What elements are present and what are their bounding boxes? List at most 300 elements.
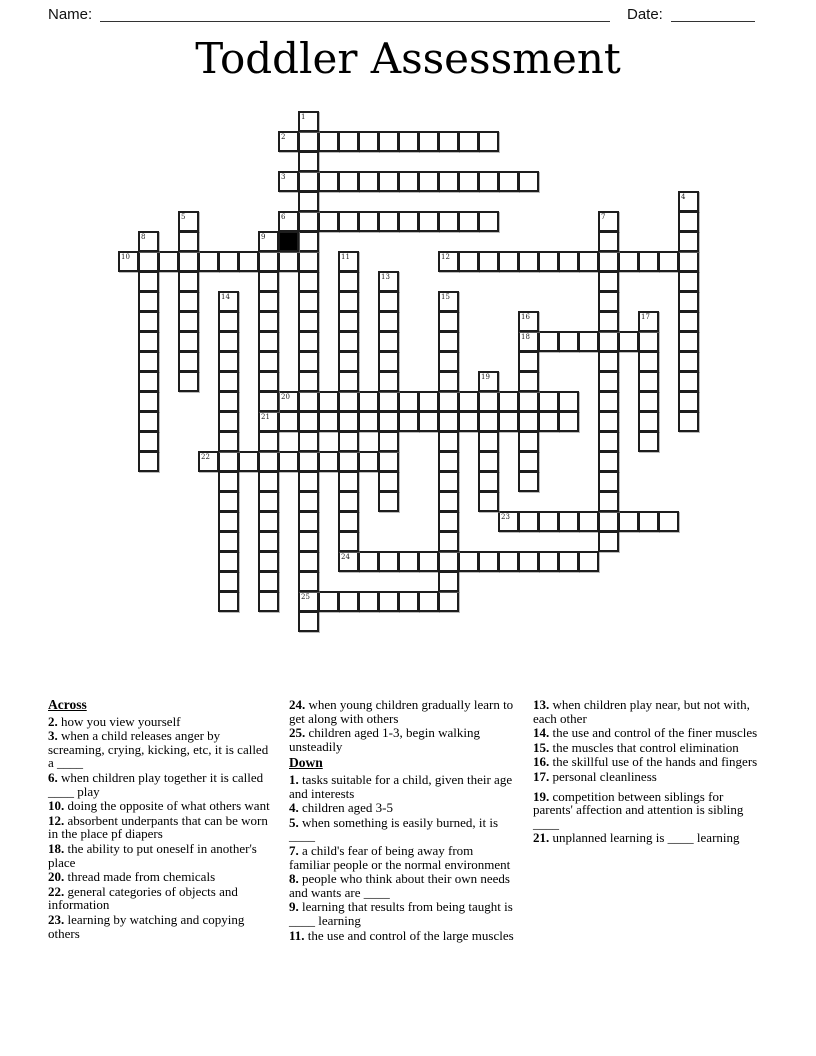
grid-cell xyxy=(338,391,359,412)
grid-cell xyxy=(138,371,159,392)
grid-cell xyxy=(338,371,359,392)
clue-number: 21. xyxy=(533,830,553,846)
grid-cell xyxy=(318,171,339,192)
cell-number: 12 xyxy=(441,253,450,261)
clue-text: children aged 3-5 xyxy=(302,800,393,816)
clue-column-3 xyxy=(533,698,761,846)
clue-24 xyxy=(289,698,517,725)
grid-cell xyxy=(258,431,279,452)
grid-cell xyxy=(258,371,279,392)
grid-cell xyxy=(438,491,459,512)
grid-cell xyxy=(418,591,439,612)
grid-cell xyxy=(378,331,399,352)
grid-cell xyxy=(438,511,459,532)
grid-cell xyxy=(258,291,279,312)
grid-cell xyxy=(438,431,459,452)
grid-cell xyxy=(378,291,399,312)
grid-cell xyxy=(378,211,399,232)
grid-cell xyxy=(258,491,279,512)
clue-number: 16. xyxy=(533,754,553,770)
grid-cell xyxy=(178,251,199,272)
cell-number: 3 xyxy=(281,173,286,181)
cell-number: 24 xyxy=(341,553,350,561)
grid-cell xyxy=(498,251,519,272)
grid-cell xyxy=(478,551,499,572)
grid-cell xyxy=(638,371,659,392)
grid-cell xyxy=(138,271,159,292)
grid-cell xyxy=(158,251,179,272)
grid-cell xyxy=(378,171,399,192)
grid-cell xyxy=(438,131,459,152)
grid-cell xyxy=(578,331,599,352)
grid-cell xyxy=(258,391,279,412)
grid-cell xyxy=(518,551,539,572)
cell-number: 10 xyxy=(121,253,130,261)
grid-cell xyxy=(178,331,199,352)
grid-cell xyxy=(338,471,359,492)
grid-cell xyxy=(238,451,259,472)
cell-number: 25 xyxy=(301,593,310,601)
grid-cell xyxy=(458,251,479,272)
clue-text: the use and control of the large muscles xyxy=(307,927,514,943)
grid-cell xyxy=(218,531,239,552)
grid-cell xyxy=(598,391,619,412)
clue-text: unplanned learning is ____ learning xyxy=(552,830,740,846)
grid-cell xyxy=(258,331,279,352)
grid-cell xyxy=(518,251,539,272)
across-header: Across xyxy=(48,697,87,712)
grid-cell xyxy=(338,351,359,372)
grid-cell xyxy=(298,131,319,152)
grid-cell xyxy=(558,251,579,272)
clue-text: when a child releases anger by screaming, crying, kicking, etc, it is called a ____ xyxy=(48,728,269,771)
clue-text: when something is easily burned, it is ____ xyxy=(289,814,499,844)
grid-cell xyxy=(298,431,319,452)
grid-cell xyxy=(558,331,579,352)
clue-number: 13. xyxy=(533,697,553,712)
grid-cell xyxy=(298,411,319,432)
grid-cell xyxy=(678,291,699,312)
grid-cell xyxy=(318,451,339,472)
clue-1 xyxy=(289,773,517,800)
grid-cell xyxy=(518,471,539,492)
cell-number: 15 xyxy=(441,293,450,301)
grid-cell xyxy=(598,371,619,392)
grid-cell xyxy=(278,251,299,272)
grid-cell xyxy=(638,411,659,432)
grid-cell xyxy=(298,351,319,372)
grid-cell xyxy=(558,551,579,572)
grid-cell xyxy=(258,451,279,472)
grid-cell xyxy=(618,331,639,352)
grid-cell xyxy=(298,231,319,252)
grid-cell xyxy=(318,591,339,612)
grid-cell xyxy=(378,431,399,452)
cell-number: 20 xyxy=(281,393,290,401)
grid-cell xyxy=(378,311,399,332)
grid-cell xyxy=(338,591,359,612)
grid-cell xyxy=(438,211,459,232)
grid-cell xyxy=(338,311,359,332)
clue-20 xyxy=(48,870,276,884)
grid-cell xyxy=(218,551,239,572)
name-label: Name: xyxy=(48,6,93,23)
grid-cell xyxy=(278,451,299,472)
cell-number: 4 xyxy=(681,193,686,201)
grid-cell xyxy=(638,331,659,352)
grid-cell xyxy=(338,411,359,432)
grid-cell xyxy=(378,411,399,432)
grid-cell xyxy=(218,491,239,512)
grid-cell xyxy=(138,451,159,472)
cell-number: 17 xyxy=(641,313,650,321)
grid-cell xyxy=(178,351,199,372)
grid-cell xyxy=(438,391,459,412)
clue-14 xyxy=(533,726,761,740)
grid-cell xyxy=(598,231,619,252)
grid-cell xyxy=(278,411,299,432)
cell-number: 21 xyxy=(261,413,270,421)
grid-cell xyxy=(378,371,399,392)
grid-cell xyxy=(678,351,699,372)
clue-number: 19. xyxy=(533,788,553,804)
grid-cell xyxy=(338,491,359,512)
cell-number: 13 xyxy=(381,273,390,281)
grid-cell xyxy=(478,131,499,152)
cell-number: 16 xyxy=(521,313,530,321)
grid-cell xyxy=(218,251,239,272)
grid-cell xyxy=(358,591,379,612)
grid-cell xyxy=(338,271,359,292)
cell-number: 2 xyxy=(281,133,286,141)
grid-cell xyxy=(478,211,499,232)
cell-number: 1 xyxy=(301,113,306,121)
clue-number: 15. xyxy=(533,739,553,755)
grid-cell xyxy=(218,331,239,352)
grid-cell xyxy=(238,251,259,272)
grid-cell xyxy=(318,131,339,152)
grid-cell xyxy=(598,511,619,532)
grid-cell xyxy=(578,251,599,272)
clue-text: learning that results from being taught is ____ learning xyxy=(289,899,513,928)
clue-text: thread made from chemicals xyxy=(67,869,216,885)
grid-cell xyxy=(378,491,399,512)
grid-cell xyxy=(678,371,699,392)
grid-cell xyxy=(398,131,419,152)
grid-cell xyxy=(398,551,419,572)
grid-cell xyxy=(338,291,359,312)
clue-number: 22. xyxy=(48,883,68,899)
clue-number: 25. xyxy=(289,725,309,741)
grid-cell xyxy=(498,391,519,412)
grid-cell xyxy=(138,411,159,432)
grid-cell xyxy=(318,411,339,432)
grid-cell xyxy=(138,251,159,272)
grid-cell xyxy=(298,291,319,312)
clue-text: personal cleanliness xyxy=(552,768,657,784)
grid-cell xyxy=(458,171,479,192)
grid-cell xyxy=(438,531,459,552)
grid-cell xyxy=(178,231,199,252)
grid-cell xyxy=(318,211,339,232)
grid-cell xyxy=(178,271,199,292)
clue-text: when children play together it is called ____ play xyxy=(48,769,264,799)
grid-cell xyxy=(358,211,379,232)
clue-10 xyxy=(48,799,276,813)
grid-cell xyxy=(438,551,459,572)
grid-cell xyxy=(398,411,419,432)
grid-cell xyxy=(478,411,499,432)
clue-18 xyxy=(48,842,276,869)
grid-cell xyxy=(178,311,199,332)
grid-cell xyxy=(518,431,539,452)
grid-cell xyxy=(298,271,319,292)
clue-9 xyxy=(289,900,517,927)
clue-21 xyxy=(533,831,761,845)
page-title: Toddler Assessment xyxy=(195,34,621,83)
grid-cell xyxy=(338,431,359,452)
grid-cell xyxy=(558,391,579,412)
grid-cell xyxy=(418,551,439,572)
grid-cell xyxy=(438,451,459,472)
clue-text: learning by watching and copying others xyxy=(48,911,245,941)
grid-cell xyxy=(538,551,559,572)
grid-cell xyxy=(538,251,559,272)
grid-cell xyxy=(258,351,279,372)
grid-cell xyxy=(358,171,379,192)
grid-cell xyxy=(678,211,699,232)
grid-cell xyxy=(478,491,499,512)
grid-cell xyxy=(518,351,539,372)
grid-cell xyxy=(538,391,559,412)
clue-text: tasks suitable for a child, given their age and interests xyxy=(289,771,513,801)
grid-cell xyxy=(418,171,439,192)
grid-cell xyxy=(638,251,659,272)
cell-number: 18 xyxy=(521,333,530,341)
clue-number: 17. xyxy=(533,768,553,784)
grid-cell xyxy=(378,451,399,472)
clue-number: 8. xyxy=(289,871,302,887)
clue-number: 24. xyxy=(289,697,309,712)
grid-cell xyxy=(518,371,539,392)
clue-number: 1. xyxy=(289,771,302,787)
grid-cell xyxy=(218,311,239,332)
grid-cell xyxy=(218,431,239,452)
grid-cell xyxy=(138,431,159,452)
clue-number: 4. xyxy=(289,800,302,816)
grid-cell xyxy=(338,331,359,352)
grid-cell xyxy=(258,311,279,332)
grid-cell xyxy=(218,511,239,532)
clue-text: absorbent underpants that can be worn in the place pf diapers xyxy=(48,812,268,842)
clue-text: how you view yourself xyxy=(61,713,181,729)
grid-cell xyxy=(178,371,199,392)
grid-cell xyxy=(378,391,399,412)
cell-number: 19 xyxy=(481,373,490,381)
grid-cell xyxy=(418,211,439,232)
clue-text: when children play near, but not with, each other xyxy=(533,697,750,726)
clue-15 xyxy=(533,741,761,755)
clue-column-1 xyxy=(48,698,276,941)
grid-cell xyxy=(418,391,439,412)
grid-cell xyxy=(518,451,539,472)
grid-cell xyxy=(678,391,699,412)
clue-number: 2. xyxy=(48,713,61,729)
clue-number: 18. xyxy=(48,840,68,856)
grid-cell xyxy=(598,531,619,552)
grid-cell xyxy=(138,331,159,352)
grid-cell xyxy=(258,571,279,592)
grid-cell-black xyxy=(278,231,299,252)
clue-2 xyxy=(48,715,276,729)
grid-cell xyxy=(338,211,359,232)
clue-8 xyxy=(289,872,517,899)
grid-cell xyxy=(198,251,219,272)
clue-number: 9. xyxy=(289,899,302,915)
grid-cell xyxy=(218,591,239,612)
grid-cell xyxy=(218,371,239,392)
grid-cell xyxy=(598,291,619,312)
clue-17 xyxy=(533,770,761,784)
grid-cell xyxy=(418,411,439,432)
grid-cell xyxy=(218,391,239,412)
grid-cell xyxy=(138,291,159,312)
grid-cell xyxy=(338,531,359,552)
clue-12 xyxy=(48,814,276,841)
clue-25 xyxy=(289,726,517,753)
grid-cell xyxy=(218,471,239,492)
grid-cell xyxy=(218,451,239,472)
grid-cell xyxy=(378,591,399,612)
grid-cell xyxy=(498,411,519,432)
grid-cell xyxy=(618,251,639,272)
grid-cell xyxy=(378,551,399,572)
clue-11 xyxy=(289,929,517,943)
grid-cell xyxy=(298,371,319,392)
grid-cell xyxy=(298,151,319,172)
cell-number: 6 xyxy=(281,213,286,221)
grid-cell xyxy=(618,511,639,532)
grid-cell xyxy=(298,191,319,212)
grid-cell xyxy=(438,591,459,612)
grid-cell xyxy=(258,471,279,492)
grid-cell xyxy=(598,351,619,372)
grid-cell xyxy=(598,451,619,472)
grid-cell xyxy=(498,551,519,572)
grid-cell xyxy=(458,391,479,412)
grid-cell xyxy=(458,411,479,432)
clue-number: 5. xyxy=(289,814,302,830)
grid-cell xyxy=(478,391,499,412)
clue-number: 14. xyxy=(533,725,553,741)
grid-cell xyxy=(438,171,459,192)
grid-cell xyxy=(378,131,399,152)
grid-cell xyxy=(678,271,699,292)
grid-cell xyxy=(298,471,319,492)
clue-number: 7. xyxy=(289,842,302,858)
clue-number: 12. xyxy=(48,812,68,828)
grid-cell xyxy=(598,251,619,272)
grid-cell xyxy=(678,231,699,252)
grid-cell xyxy=(538,411,559,432)
grid-cell xyxy=(438,311,459,332)
grid-cell xyxy=(478,431,499,452)
grid-cell xyxy=(658,251,679,272)
grid-cell xyxy=(258,251,279,272)
grid-cell xyxy=(358,551,379,572)
cell-number: 5 xyxy=(181,213,186,221)
grid-cell xyxy=(358,411,379,432)
grid-cell xyxy=(438,351,459,372)
grid-cell xyxy=(298,511,319,532)
clue-22 xyxy=(48,885,276,912)
clue-text: doing the opposite of what others want xyxy=(67,798,270,814)
grid-cell xyxy=(318,391,339,412)
grid-cell xyxy=(378,351,399,372)
grid-cell xyxy=(578,551,599,572)
grid-cell xyxy=(558,511,579,532)
grid-cell xyxy=(298,451,319,472)
grid-cell xyxy=(298,331,319,352)
grid-cell xyxy=(298,611,319,632)
grid-cell xyxy=(458,551,479,572)
grid-cell xyxy=(258,511,279,532)
clue-4 xyxy=(289,801,517,815)
grid-cell xyxy=(478,171,499,192)
grid-cell xyxy=(678,251,699,272)
grid-cell xyxy=(598,311,619,332)
grid-cell xyxy=(138,391,159,412)
grid-cell xyxy=(398,211,419,232)
grid-cell xyxy=(178,291,199,312)
grid-cell xyxy=(558,411,579,432)
clue-number: 3. xyxy=(48,728,61,744)
grid-cell xyxy=(598,471,619,492)
grid-cell xyxy=(218,411,239,432)
grid-cell xyxy=(398,171,419,192)
grid-cell xyxy=(518,411,539,432)
grid-cell xyxy=(338,451,359,472)
grid-cell xyxy=(598,411,619,432)
grid-cell xyxy=(418,131,439,152)
grid-cell xyxy=(598,331,619,352)
grid-cell xyxy=(518,171,539,192)
grid-cell xyxy=(678,311,699,332)
down-header: Down xyxy=(289,755,323,771)
grid-cell xyxy=(258,271,279,292)
grid-cell xyxy=(258,591,279,612)
grid-cell xyxy=(298,171,319,192)
grid-cell xyxy=(638,391,659,412)
grid-cell xyxy=(438,471,459,492)
grid-cell xyxy=(598,491,619,512)
clue-number: 20. xyxy=(48,869,68,885)
clue-text: the skillful use of the hands and fingers xyxy=(552,754,758,770)
grid-cell xyxy=(518,511,539,532)
cell-number: 23 xyxy=(501,513,510,521)
grid-cell xyxy=(258,531,279,552)
clue-6 xyxy=(48,771,276,798)
clue-text: general categories of objects and information xyxy=(48,883,238,913)
grid-cell xyxy=(458,211,479,232)
grid-cell xyxy=(298,391,319,412)
cell-number: 11 xyxy=(341,253,350,261)
grid-cell xyxy=(298,571,319,592)
cell-number: 9 xyxy=(261,233,266,241)
clue-text: when young children gradually learn to get along with others xyxy=(289,697,514,726)
grid-cell xyxy=(358,391,379,412)
grid-cell xyxy=(458,131,479,152)
